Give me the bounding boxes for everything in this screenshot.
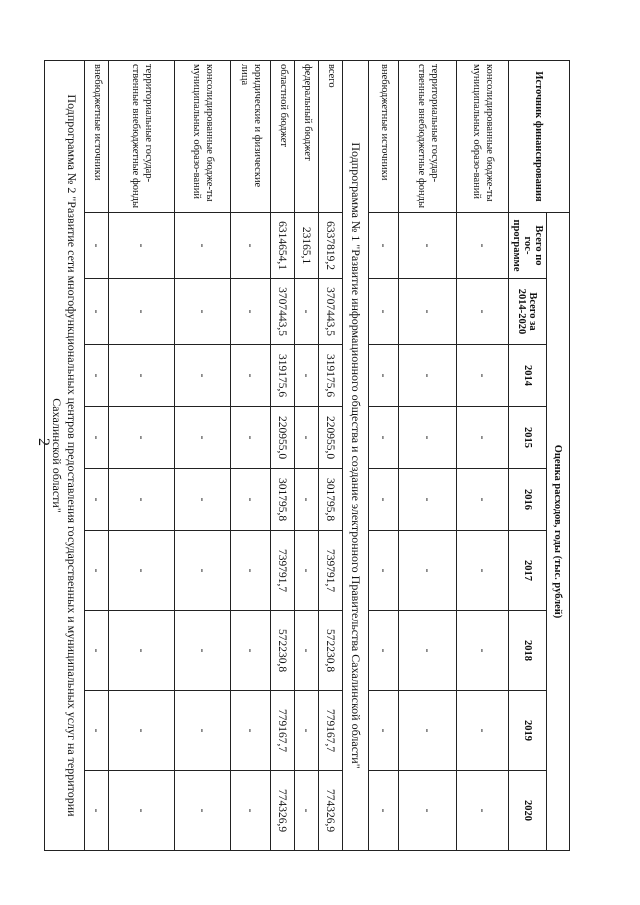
value-cell: -	[399, 345, 457, 407]
value-cell: -	[109, 691, 175, 771]
value-cell: -	[295, 469, 319, 531]
column-header: 2014	[509, 345, 547, 407]
row-label: территориальные государ-ственные внебюджетные фонды	[399, 61, 457, 213]
value-cell: -	[85, 691, 109, 771]
value-cell: -	[175, 407, 231, 469]
value-cell: 572230,8	[271, 611, 295, 691]
value-cell: 220955,0	[319, 407, 343, 469]
table-row	[369, 61, 399, 851]
value-cell: -	[175, 213, 231, 279]
value-cell: 774326,9	[271, 771, 295, 851]
rotated-table-container	[50, 60, 570, 850]
value-cell: -	[175, 345, 231, 407]
value-cell: 779167,7	[271, 691, 295, 771]
value-cell: -	[399, 213, 457, 279]
value-cell: -	[85, 531, 109, 611]
value-cell: 779167,7	[319, 691, 343, 771]
value-cell: -	[109, 771, 175, 851]
value-cell: -	[175, 279, 231, 345]
row-label: внебюджетные источники	[85, 61, 109, 213]
value-cell: -	[399, 407, 457, 469]
value-cell: -	[457, 611, 509, 691]
value-cell: -	[457, 691, 509, 771]
value-cell: -	[231, 469, 271, 531]
value-cell: -	[175, 771, 231, 851]
value-cell: -	[369, 531, 399, 611]
subprogram-row	[45, 61, 85, 851]
subprogram-row	[343, 61, 369, 851]
value-cell: -	[231, 407, 271, 469]
column-header: 2020	[509, 771, 547, 851]
value-cell: -	[399, 531, 457, 611]
column-header: 2017	[509, 531, 547, 611]
value-cell: -	[457, 771, 509, 851]
value-cell: -	[231, 611, 271, 691]
value-cell: 6337819,2	[319, 213, 343, 279]
value-cell: -	[175, 691, 231, 771]
value-cell: -	[399, 279, 457, 345]
table-row	[85, 61, 109, 851]
value-cell: -	[369, 279, 399, 345]
value-cell: -	[295, 611, 319, 691]
value-cell: -	[175, 469, 231, 531]
value-cell: -	[457, 531, 509, 611]
value-cell: -	[85, 213, 109, 279]
estimate-header: Оценка расходов, годы (тыс. рублей)	[547, 213, 570, 851]
value-cell: -	[295, 531, 319, 611]
table-row	[319, 61, 343, 851]
column-header: Всего за 2014-2020	[509, 279, 547, 345]
value-cell: -	[109, 345, 175, 407]
value-cell: -	[109, 407, 175, 469]
table-row	[457, 61, 509, 851]
table-row	[175, 61, 231, 851]
row-label: областной бюджет	[271, 61, 295, 213]
value-cell: -	[457, 469, 509, 531]
row-label: территориальные государ-ственные внебюджетные фонды	[109, 61, 175, 213]
value-cell: -	[85, 611, 109, 691]
value-cell: -	[109, 279, 175, 345]
row-label: федеральный бюджет	[295, 61, 319, 213]
value-cell: -	[457, 345, 509, 407]
value-cell: -	[399, 611, 457, 691]
column-header: 2018	[509, 611, 547, 691]
value-cell: 301795,8	[271, 469, 295, 531]
value-cell: -	[369, 469, 399, 531]
table-row	[231, 61, 271, 851]
value-cell: 319175,6	[319, 345, 343, 407]
value-cell: -	[295, 407, 319, 469]
row-label: внебюджетные источники	[369, 61, 399, 213]
funding-table	[44, 60, 570, 851]
value-cell: 739791,7	[271, 531, 295, 611]
value-cell: -	[109, 213, 175, 279]
page-number: 2	[35, 438, 52, 446]
value-cell: 739791,7	[319, 531, 343, 611]
value-cell: -	[399, 771, 457, 851]
value-cell: -	[109, 531, 175, 611]
value-cell: -	[85, 345, 109, 407]
value-cell: -	[85, 771, 109, 851]
value-cell: 572230,8	[319, 611, 343, 691]
row-label: консолидированные бюдже-ты муниципальных образо-ваний	[457, 61, 509, 213]
value-cell: -	[369, 691, 399, 771]
value-cell: -	[295, 279, 319, 345]
value-cell: -	[231, 213, 271, 279]
value-cell: -	[369, 345, 399, 407]
value-cell: -	[457, 279, 509, 345]
value-cell: -	[109, 469, 175, 531]
value-cell: -	[175, 531, 231, 611]
row-label: юридические и физические лица	[231, 61, 271, 213]
value-cell: 3707443,5	[271, 279, 295, 345]
value-cell: -	[231, 345, 271, 407]
value-cell: -	[295, 345, 319, 407]
value-cell: -	[85, 407, 109, 469]
value-cell: 23165,1	[295, 213, 319, 279]
subprogram-title: Подпрограмма № 1 "Развитие информационного общества и создание электронного Правительства Сахалинской области"	[343, 61, 369, 851]
value-cell: -	[399, 691, 457, 771]
value-cell: -	[231, 691, 271, 771]
value-cell: -	[369, 213, 399, 279]
value-cell: -	[85, 469, 109, 531]
value-cell: -	[457, 407, 509, 469]
value-cell: 319175,6	[271, 345, 295, 407]
table-row	[109, 61, 175, 851]
column-header: 2019	[509, 691, 547, 771]
value-cell: 774326,9	[319, 771, 343, 851]
value-cell: -	[231, 279, 271, 345]
source-header: Источник финансирования	[509, 61, 570, 213]
row-label: консолидированные бюдже-ты муниципальных образо-ваний	[175, 61, 231, 213]
column-header: Всего по гос-программе	[509, 213, 547, 279]
column-header: 2015	[509, 407, 547, 469]
subprogram-title: Подпрограмма № 2 "Развитие сети многофункциональных центров предоставления государственных и муниципальных услуг на территории Сахалинской области"	[45, 61, 85, 851]
value-cell: 6314654,1	[271, 213, 295, 279]
value-cell: -	[295, 691, 319, 771]
value-cell: -	[295, 771, 319, 851]
column-header: 2016	[509, 469, 547, 531]
table-row	[399, 61, 457, 851]
value-cell: -	[369, 611, 399, 691]
value-cell: 220955,0	[271, 407, 295, 469]
table-body	[45, 61, 509, 851]
value-cell: 3707443,5	[319, 279, 343, 345]
value-cell: -	[231, 771, 271, 851]
value-cell: -	[109, 611, 175, 691]
row-label: всего	[319, 61, 343, 213]
table-row	[271, 61, 295, 851]
value-cell: -	[85, 279, 109, 345]
value-cell: -	[457, 213, 509, 279]
value-cell: 301795,8	[319, 469, 343, 531]
table-row	[295, 61, 319, 851]
value-cell: -	[175, 611, 231, 691]
value-cell: -	[399, 469, 457, 531]
value-cell: -	[369, 771, 399, 851]
value-cell: -	[369, 407, 399, 469]
value-cell: -	[231, 531, 271, 611]
